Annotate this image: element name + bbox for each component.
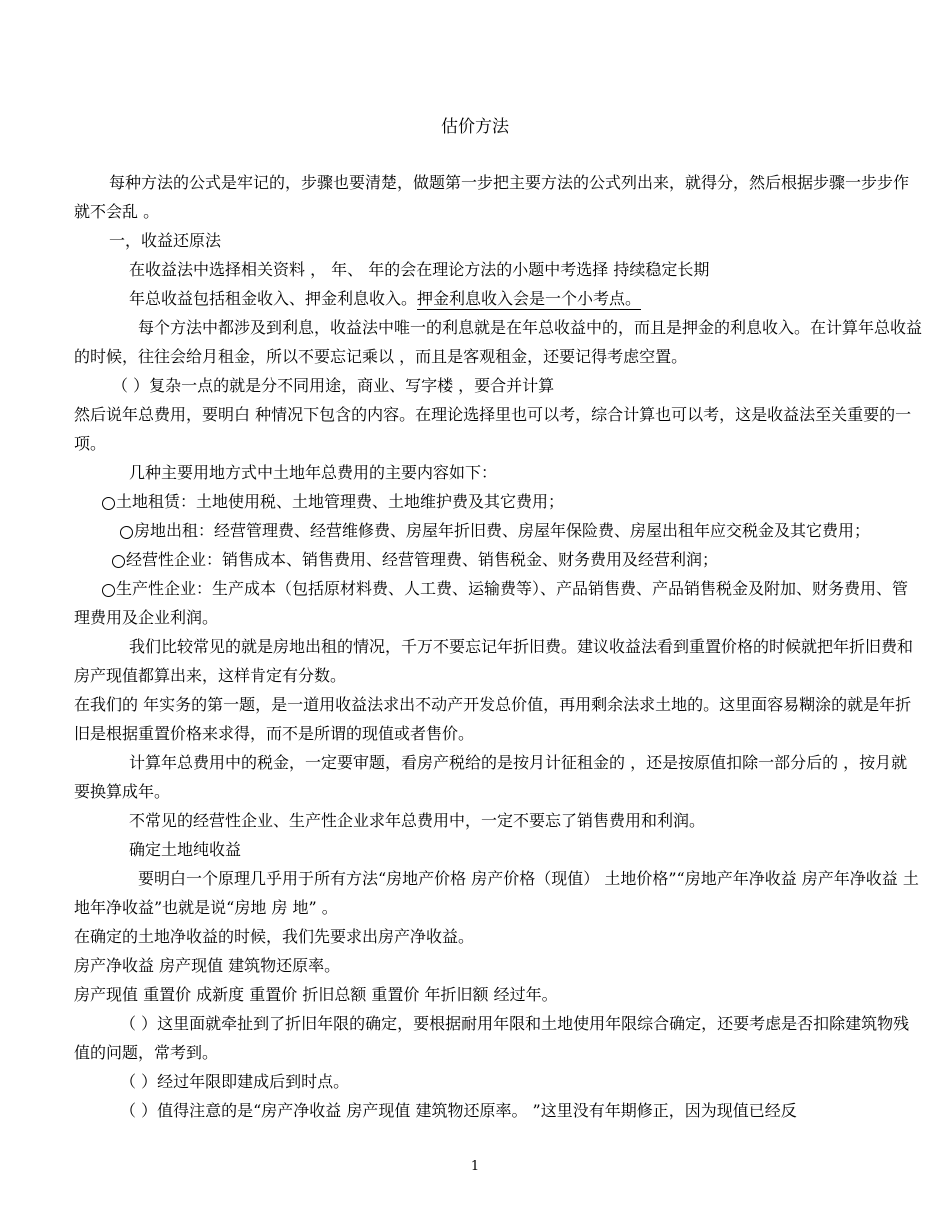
- circle-bullet-icon: [120, 526, 133, 539]
- paragraph: 要明白一个原理几乎用于所有方法“房地产价格 房产价格（现值） 土地价格”“房地产年净收益 房产年净收益 土地年净收益”也就是说“房地 房 地” 。: [74, 869, 919, 917]
- bullet-text: 房地出租：经营管理费、经营维修费、房屋年折旧费、房屋年保险费、房屋出租年应交税金及其它费用；: [134, 521, 871, 540]
- document-body: [74, 168, 922, 1125]
- circle-bullet-icon: [112, 555, 125, 568]
- bullet-item: [74, 487, 922, 516]
- bullet-text: 生产性企业：生产成本（包括原材料费、人工费、运输费等）、产品销售费、产品销售税金及附加、财务费用、管理费用及企业利润。: [74, 579, 909, 627]
- section-heading-income: 一，收益还原法: [109, 231, 222, 250]
- circle-bullet-icon: [102, 497, 115, 510]
- paragraph-intro: 每种方法的公式是牢记的，步骤也要清楚，做题第一步把主要方法的公式列出来，就得分，然后根据步骤一步步作就不会乱 。: [74, 173, 910, 221]
- paragraph: 在我们的 年实务的第一题，是一道用收益法求出不动产开发总价值，再用剩余法求土地的。这里面容易糊涂的就是年折旧是根据重置价格来求得，而不是所谓的现值或者售价。: [74, 695, 912, 743]
- paragraph: 不常见的经营性企业、生产性企业求年总费用中，一定不要忘了销售费用和利润。: [129, 811, 706, 830]
- page-number: 1: [470, 1159, 480, 1174]
- paragraph: 然后说年总费用，要明白 种情况下包含的内容。在理论选择里也可以考，综合计算也可以考，这是收益法至关重要的一项。: [74, 405, 912, 453]
- underlined-note: 押金利息收入会是一个小考点。: [417, 289, 642, 308]
- bullet-item: [74, 545, 922, 574]
- formula-line: 房产现值 重置价 成新度 重置价 折旧总额 重置价 年折旧额 经过年。: [74, 985, 558, 1004]
- numbered-item: （ ）经过年限即建成后到时点。: [120, 1072, 350, 1091]
- paragraph: 我们比较常见的就是房地出租的情况，千万不要忘记年折旧费。建议收益法看到重置价格的时候就把年折旧费和房产现值都算出来，这样肯定有分数。: [74, 637, 914, 685]
- paragraph: 在收益法中选择相关资料 ， 年、 年的会在理论方法的小题中考选择 持续稳定长期: [129, 260, 710, 279]
- paragraph: 在确定的土地净收益的时候，我们先要求出房产净收益。: [74, 927, 475, 946]
- subheading: 确定土地纯收益: [129, 840, 242, 859]
- paragraph: 计算年总费用中的税金，一定要审题，看房产税给的是按月计征租金的 ，还是按原值扣除一部分后的 ，按月就要换算成年。: [74, 753, 908, 801]
- bullet-item: [74, 516, 922, 545]
- bullet-text: 土地租赁：土地使用税、土地管理费、土地维护费及其它费用；: [116, 492, 565, 511]
- paragraph-text: 年总收益包括租金收入、押金利息收入。: [129, 289, 418, 308]
- bullet-item: [74, 574, 922, 632]
- formula-line: 房产净收益 房产现值 建筑物还原率。: [74, 956, 341, 975]
- numbered-item: （ ）这里面就牵扯到了折旧年限的确定，要根据耐用年限和土地使用年限综合确定，还要考虑是否扣除建筑物残值的问题，常考到。: [74, 1014, 910, 1062]
- numbered-item: （ ）复杂一点的就是分不同用途，商业、写字楼 ，要合并计算: [112, 376, 555, 395]
- numbered-item: （ ）值得注意的是“房产净收益 房产现值 建筑物还原率。 ”这里没有年期修正，因为现值已经反: [120, 1101, 797, 1120]
- paragraph: [74, 284, 922, 313]
- circle-bullet-icon: [102, 584, 115, 597]
- bullet-text: 经营性企业：销售成本、销售费用、经营管理费、销售税金、财务费用及经营利润；: [126, 550, 719, 569]
- paragraph: 几种主要用地方式中土地年总费用的主要内容如下：: [129, 463, 498, 482]
- page-title: 估价方法: [441, 117, 509, 137]
- paragraph: 每个方法中都涉及到利息，收益法中唯一的利息就是在年总收益中的，而且是押金的利息收入。在计算年总收益的时候，往往会给月租金，所以不要忘记乘以 ，而且是客观租金，还要记得考虑空置。: [74, 318, 923, 366]
